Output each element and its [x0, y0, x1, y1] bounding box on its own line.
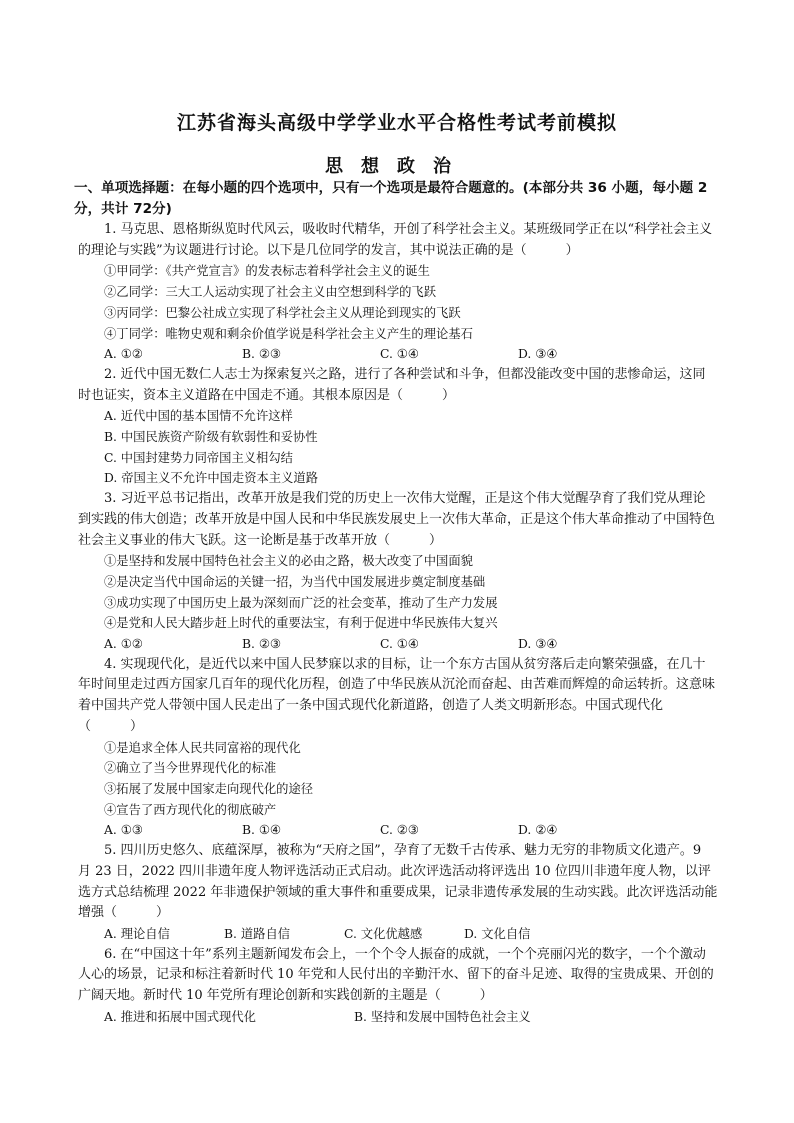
option-c: C. 中国封建势力同帝国主义相勾结 — [104, 450, 293, 465]
question-stem: 3. 习近平总书记指出，改革开放是我们党的历史上一次伟大觉醒，正是这个伟大觉醒孕育了我们党从理论到实践的伟大创造；改革开放是中国人民和中华民族发展史上一次伟大革命，正是这个伟大革命推动了中国特色社会主义事业的伟大飞跃。这一论断是基于改革开放（ ） — [78, 491, 716, 548]
statement: ④丁同学：唯物史观和剩余价值学说是科学社会主义产生的理论基石 — [104, 326, 473, 341]
question-4 — [78, 655, 718, 841]
question-2 — [78, 365, 718, 489]
option-a: A. ①② — [104, 637, 143, 652]
statement: ①是坚持和发展中国特色社会主义的必由之路，极大改变了中国面貌 — [104, 554, 473, 569]
option-a: A. 推进和拓展中国式现代化 — [104, 1009, 256, 1024]
option-d: D. ③④ — [518, 637, 558, 652]
statement: ③丙同学：巴黎公社成立实现了科学社会主义从理论到现实的飞跃 — [104, 305, 461, 320]
option-b: B. 中国民族资产阶级有软弱性和妥协性 — [104, 430, 318, 445]
statement: ④是党和人民大踏步赶上时代的重要法宝，有利于促进中华民族伟大复兴 — [104, 616, 498, 631]
answer-options — [78, 344, 718, 365]
option-b: B. ②③ — [242, 347, 281, 362]
question-5 — [78, 841, 718, 945]
subject-title: 思想政治 — [325, 156, 469, 177]
option-b: B. ②③ — [242, 637, 281, 652]
answer-options — [78, 1007, 718, 1028]
option-b: B. ①④ — [242, 823, 281, 838]
option-b: B. 坚持和发展中国特色社会主义 — [354, 1009, 531, 1024]
statement: ②乙同学：三大工人运动实现了社会主义由空想到科学的飞跃 — [104, 285, 437, 300]
statement: ③成功实现了中国历史上最为深刻而广泛的社会变革，推动了生产力发展 — [104, 595, 498, 610]
option-a: A. 理论自信 — [104, 926, 170, 941]
question-stem: 5. 四川历史悠久、底蕴深厚，被称为“天府之国”，孕育了无数千古传承、魅力无穷的非物质文化遗产。9 月 23 日，2022 四川非遗年度人物评选活动正式启动。此次评选活动将评选出 10 位四川非遗年度人物，以评选方式总结梳理 2022 年非遗保护领域的重大事件和重要成果，记录非遗传承发展的生动实践。此次评选活动能增强（ ） — [78, 843, 718, 921]
option-c: C. 文化优越感 — [344, 926, 423, 941]
answer-options — [78, 924, 718, 945]
section-heading: 一、单项选择题：在每小题的四个选项中，只有一个选项是最符合题意的。(本部分共 36 小题，每小题 2 分，共计 72分) — [74, 180, 708, 217]
option-a: A. ①② — [104, 347, 143, 362]
option-a: A. ①③ — [104, 823, 143, 838]
option-d: D. ③④ — [518, 347, 558, 362]
statement: ②确立了当今世界现代化的标准 — [104, 761, 277, 776]
question-1 — [78, 220, 718, 365]
statement: ②是决定当代中国命运的关键一招，为当代中国发展进步奠定制度基础 — [104, 574, 486, 589]
answer-options — [78, 634, 718, 655]
exam-content — [74, 178, 718, 1027]
option-c: C. ①④ — [380, 347, 419, 362]
option-d: D. 文化自信 — [464, 926, 531, 941]
question-stem: 4. 实现现代化，是近代以来中国人民梦寐以求的目标，让一个东方古国从贫穷落后走向繁荣强盛，在几十年时间里走过西方国家几百年的现代化历程，创造了中华民族从沉沦而奋起、由苦难而辉煌的命运转折。这意味着中国共产党人带领中国人民走出了一条中国式现代化新道路，创造了人类文明新形态。中国式现代化（ ） — [78, 656, 716, 734]
option-c: C. ②③ — [380, 823, 419, 838]
option-b: B. 道路自信 — [224, 926, 291, 941]
statement: ③拓展了发展中国家走向现代化的途径 — [104, 781, 314, 796]
statement: ④宣告了西方现代化的彻底破产 — [104, 802, 277, 817]
statement: ①甲同学：《共产党宣言》的发表标志着科学社会主义的诞生 — [104, 264, 430, 279]
option-d: D. ②④ — [518, 823, 558, 838]
question-stem: 6. 在“中国这十年”系列主题新闻发布会上，一个个令人振奋的成就，一个个亮丽闪光的数字，一个个激动人心的场景，记录和标注着新时代 10 年党和人民付出的辛勤汗水、留下的奋斗足迹、取得的宝贵成果、开创的广阔天地。新时代 10 年党所有理论创新和实践创新的主题是（ ） — [78, 946, 714, 1004]
question-3 — [78, 489, 718, 655]
question-stem: 1. 马克思、恩格斯纵览时代风云，吸收时代精华，开创了科学社会主义。某班级同学正在以“科学社会主义的理论与实践”为议题进行讨论。以下是几位同学的发言，其中说法正确的是（ ） — [78, 222, 713, 258]
question-stem: 2. 近代中国无数仁人志士为探索复兴之路，进行了各种尝试和斗争，但都没能改变中国的悲惨命运，这同时也证实，资本主义道路在中国走不通。其根本原因是（ ） — [78, 366, 706, 403]
exam-title: 江苏省海头高级中学学业水平合格性考试考前模拟 — [176, 112, 617, 134]
option-a: A. 近代中国的基本国情不允许这样 — [104, 409, 293, 424]
question-6 — [78, 945, 718, 1028]
option-c: C. ①④ — [380, 637, 419, 652]
option-d: D. 帝国主义不允许中国走资本主义道路 — [104, 471, 318, 486]
statement: ①是追求全体人民共同富裕的现代化 — [104, 740, 301, 755]
answer-options — [78, 820, 718, 841]
